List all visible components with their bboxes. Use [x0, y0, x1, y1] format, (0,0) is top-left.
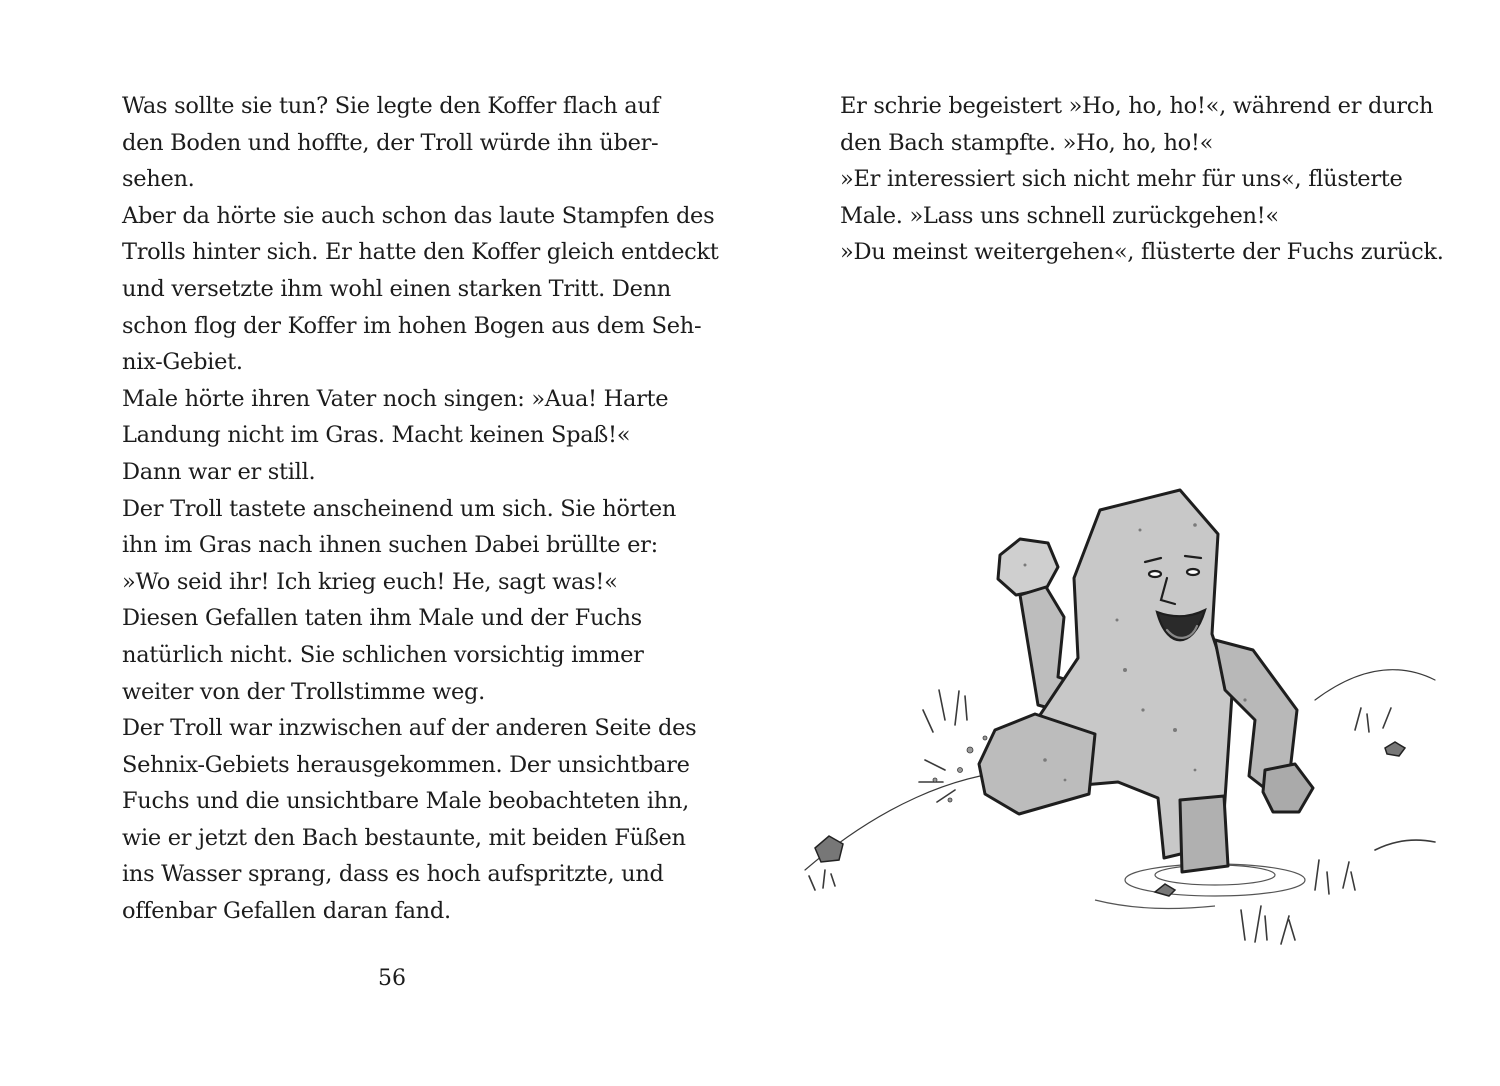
text-line: und versetzte ihm wohl einen starken Tritt. Denn [122, 275, 672, 302]
right-page-text [840, 88, 1444, 271]
text-line: weiter von der Trollstimme weg. [122, 678, 486, 705]
text-line: Male hörte ihren Vater noch singen: »Aua! Harte [122, 385, 669, 412]
text-line: Er schrie begeistert »Ho, ho, ho!«, während er durch [840, 93, 1434, 119]
text-line: Dann war er still. [122, 458, 316, 485]
text-line: Male. »Lass uns schnell zurückgehen!« [840, 202, 1279, 229]
text-line: wie er jetzt den Bach bestaunte, mit beiden Füßen [122, 824, 686, 851]
text-line: ins Wasser sprang, dass es hoch aufspritzte, und [122, 861, 664, 888]
text-line: »Er interessiert sich nicht mehr für uns«, flüsterte [840, 166, 1403, 193]
text-line: Fuchs und die unsichtbare Male beobachteten ihn, [122, 788, 689, 815]
text-line: Was sollte sie tun? Sie legte den Koffer flach auf [122, 93, 660, 119]
text-line: den Boden und hoffte, der Troll würde ihn über- [122, 129, 659, 156]
text-line: Der Troll war inzwischen auf der anderen Seite des [122, 715, 697, 742]
left-page-text [122, 88, 719, 930]
text-line: schon flog der Koffer im hohen Bogen aus dem Seh- [122, 312, 702, 339]
troll [979, 490, 1313, 872]
text-line: Aber da hörte sie auch schon das laute Stampfen des [122, 202, 715, 229]
text-line: Sehnix-Gebiets herausgekommen. Der unsichtbare [122, 751, 690, 778]
text-line: sehen. [122, 166, 195, 193]
text-line: Der Troll tastete anscheinend um sich. Sie hörten [122, 495, 677, 522]
text-line: ihn im Gras nach ihnen suchen Dabei brüllte er: [122, 532, 658, 559]
text-line: natürlich nicht. Sie schlichen vorsichtig immer [122, 641, 644, 668]
text-line: offenbar Gefallen daran fand. [122, 898, 451, 925]
text-line: Diesen Gefallen taten ihm Male und der Fuchs [122, 605, 642, 632]
text-line: Landung nicht im Gras. Macht keinen Spaß!« [122, 422, 631, 449]
page-number: 56 [378, 966, 406, 991]
text-line: Trolls hinter sich. Er hatte den Koffer gleich entdeckt [122, 239, 719, 266]
text-line: den Bach stampfte. »Ho, ho, ho!« [840, 129, 1214, 156]
text-line: nix-Gebiet. [122, 349, 243, 376]
text-line: »Du meinst weitergehen«, flüsterte der Fuchs zurück. [840, 239, 1444, 266]
text-line: »Wo seid ihr! Ich krieg euch! He, sagt was!« [122, 568, 618, 595]
troll-illustration [795, 470, 1445, 960]
